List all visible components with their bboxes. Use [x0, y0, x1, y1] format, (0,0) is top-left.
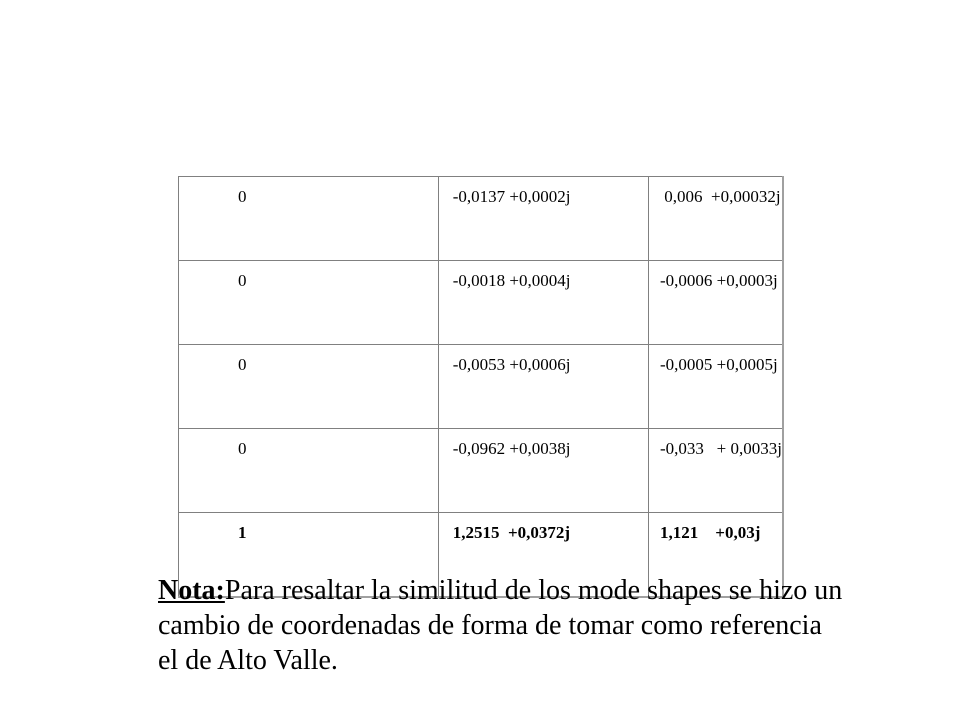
table-row — [179, 261, 784, 345]
table-row — [179, 177, 784, 261]
note-line-1: Para resaltar la similitud de los mode shapes se hizo un — [224, 575, 843, 606]
note-line-2: cambio de coordenadas de forma de tomar como referencia — [158, 610, 822, 641]
table-cell: -0,0053 +0,0006j — [438, 345, 648, 429]
table-cell: 0,006 +0,00032j — [649, 177, 783, 261]
table-row — [179, 429, 784, 513]
table-cell: -0,033 + 0,0033j — [649, 429, 783, 513]
table-cell: -0,0962 +0,0038j — [438, 429, 648, 513]
table-cell: 1,121 +0,03j — [649, 513, 783, 598]
note-label: Nota: — [158, 575, 225, 606]
table-cell: 0 — [179, 429, 439, 513]
note-line-3: el de Alto Valle. — [158, 645, 338, 676]
table-cell: -0,0005 +0,0005j — [649, 345, 783, 429]
table-cell: 1,2515 +0,0372j — [438, 513, 648, 598]
table-cell: -0,0006 +0,0003j — [649, 261, 783, 345]
table-row — [179, 345, 784, 429]
table-cell: 1 — [179, 513, 439, 598]
note-text — [158, 573, 958, 678]
table-cell: -0,0137 +0,0002j — [438, 177, 648, 261]
table-cell: 0 — [179, 177, 439, 261]
table-cell: 0 — [179, 345, 439, 429]
table-cell: 0 — [179, 261, 439, 345]
mode-shapes-table — [178, 176, 784, 598]
table-cell: -0,0018 +0,0004j — [438, 261, 648, 345]
